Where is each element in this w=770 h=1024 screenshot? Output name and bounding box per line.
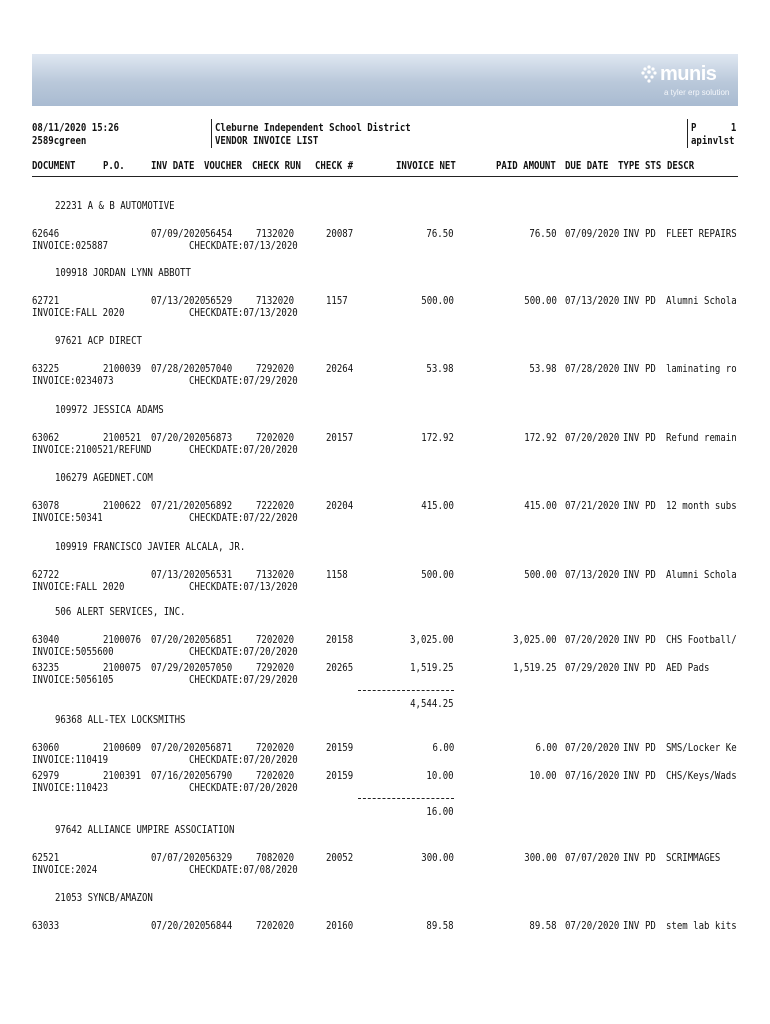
row-checkdate: CHECKDATE:07/20/2020 xyxy=(189,782,298,794)
row-invoice-ref: INVOICE:0234073 xyxy=(32,375,114,387)
header-divider-left xyxy=(211,119,212,148)
row-check-no: 1158 xyxy=(326,569,348,581)
row-due-date: 07/20/2020 xyxy=(565,432,620,444)
row-due-date: 07/21/2020 xyxy=(565,500,620,512)
row-check-no: 20052 xyxy=(326,852,354,864)
vendor-subtotal: 16.00 xyxy=(426,806,454,818)
row-checkdate: CHECKDATE:07/08/2020 xyxy=(189,864,298,876)
row-descr: laminating ro xyxy=(666,363,737,375)
row-type: INV xyxy=(623,920,640,932)
row-invoice-ref: INVOICE:5055600 xyxy=(32,646,114,658)
row-descr: SMS/Locker Ke xyxy=(666,742,737,754)
report-title: VENDOR INVOICE LIST xyxy=(215,135,319,147)
row-check-no: 20265 xyxy=(326,662,354,674)
row-paid-amount: 300.00 xyxy=(524,852,557,864)
row-paid-amount: 76.50 xyxy=(529,228,557,240)
row-document: 62722 xyxy=(32,569,60,581)
row-invoice-ref: INVOICE:110419 xyxy=(32,754,109,766)
row-sts: PD xyxy=(645,770,656,782)
col-due-date: DUE DATE xyxy=(565,160,609,172)
row-checkdate: CHECKDATE:07/29/2020 xyxy=(189,375,298,387)
row-inv-date: 07/20/2020 xyxy=(151,634,206,646)
row-document: 62646 xyxy=(32,228,60,240)
row-check-run: 7202020 xyxy=(256,432,295,444)
row-type: INV xyxy=(623,363,640,375)
row-inv-date: 07/20/2020 xyxy=(151,742,206,754)
row-descr: CHS Football/ xyxy=(666,634,737,646)
row-type: INV xyxy=(623,500,640,512)
page-number: 1 xyxy=(730,122,736,134)
row-due-date: 07/13/2020 xyxy=(565,569,620,581)
row-document: 63040 xyxy=(32,634,60,646)
row-inv-date: 07/20/2020 xyxy=(151,432,206,444)
row-document: 63078 xyxy=(32,500,60,512)
row-voucher: 57050 xyxy=(205,662,233,674)
row-due-date: 07/20/2020 xyxy=(565,920,620,932)
row-checkdate: CHECKDATE:07/22/2020 xyxy=(189,512,298,524)
row-voucher: 56529 xyxy=(205,295,233,307)
col-type: TYPE xyxy=(618,160,640,172)
row-check-no: 20159 xyxy=(326,742,354,754)
row-document: 62979 xyxy=(32,770,60,782)
row-invoice-ref: INVOICE:5056105 xyxy=(32,674,114,686)
row-po: 2100391 xyxy=(103,770,142,782)
report-datetime: 08/11/2020 15:26 xyxy=(32,122,119,134)
row-document: 63033 xyxy=(32,920,60,932)
vendor-name: 97642 ALLIANCE UMPIRE ASSOCIATION xyxy=(55,824,235,836)
row-descr: Refund remain xyxy=(666,432,737,444)
row-check-no: 20264 xyxy=(326,363,354,375)
row-document: 63225 xyxy=(32,363,60,375)
col-sts: STS xyxy=(645,160,662,172)
row-checkdate: CHECKDATE:07/13/2020 xyxy=(189,240,298,252)
row-sts: PD xyxy=(645,852,656,864)
row-paid-amount: 415.00 xyxy=(524,500,557,512)
row-invoice-net: 500.00 xyxy=(421,569,454,581)
row-type: INV xyxy=(623,432,640,444)
row-inv-date: 07/16/2020 xyxy=(151,770,206,782)
vendor-name: 109919 FRANCISCO JAVIER ALCALA, JR. xyxy=(55,541,246,553)
row-invoice-ref: INVOICE:110423 xyxy=(32,782,109,794)
row-type: INV xyxy=(623,228,640,240)
col-voucher: VOUCHER xyxy=(204,160,243,172)
row-invoice-net: 6.00 xyxy=(432,742,454,754)
row-voucher: 56329 xyxy=(205,852,233,864)
row-po: 2100039 xyxy=(103,363,142,375)
row-sts: PD xyxy=(645,228,656,240)
row-check-run: 7202020 xyxy=(256,920,295,932)
report-banner xyxy=(32,54,738,106)
munis-logo-tagline: a tyler erp solution xyxy=(664,88,730,97)
row-checkdate: CHECKDATE:07/20/2020 xyxy=(189,754,298,766)
row-document: 62521 xyxy=(32,852,60,864)
row-checkdate: CHECKDATE:07/29/2020 xyxy=(189,674,298,686)
col-po: P.O. xyxy=(103,160,125,172)
row-check-no: 20157 xyxy=(326,432,354,444)
row-inv-date: 07/29/2020 xyxy=(151,662,206,674)
row-paid-amount: 3,025.00 xyxy=(513,634,557,646)
munis-logo-word: munis xyxy=(660,63,717,85)
row-document: 63235 xyxy=(32,662,60,674)
row-type: INV xyxy=(623,742,640,754)
row-voucher: 56851 xyxy=(205,634,233,646)
vendor-name: 109918 JORDAN LYNN ABBOTT xyxy=(55,267,191,279)
subtotal-rule xyxy=(358,798,454,800)
row-paid-amount: 1,519.25 xyxy=(513,662,557,674)
district-name: Cleburne Independent School District xyxy=(215,122,411,134)
row-document: 62721 xyxy=(32,295,60,307)
row-voucher: 56873 xyxy=(205,432,233,444)
col-descr: DESCR xyxy=(667,160,695,172)
row-paid-amount: 6.00 xyxy=(535,742,557,754)
vendor-name: 506 ALERT SERVICES, INC. xyxy=(55,606,186,618)
row-sts: PD xyxy=(645,500,656,512)
munis-logo xyxy=(634,60,730,102)
row-descr: AED Pads xyxy=(666,662,710,674)
row-due-date: 07/07/2020 xyxy=(565,852,620,864)
subtotal-rule xyxy=(358,690,454,692)
row-check-run: 7132020 xyxy=(256,228,295,240)
header-divider-right xyxy=(687,119,688,148)
vendor-name: 97621 ACP DIRECT xyxy=(55,335,142,347)
row-sts: PD xyxy=(645,634,656,646)
row-voucher: 56871 xyxy=(205,742,233,754)
header-rule xyxy=(32,176,738,177)
row-inv-date: 07/20/2020 xyxy=(151,920,206,932)
row-checkdate: CHECKDATE:07/13/2020 xyxy=(189,307,298,319)
row-paid-amount: 172.92 xyxy=(524,432,557,444)
row-type: INV xyxy=(623,634,640,646)
row-due-date: 07/29/2020 xyxy=(565,662,620,674)
col-check-run: CHECK RUN xyxy=(252,160,301,172)
row-invoice-ref: INVOICE:50341 xyxy=(32,512,103,524)
row-check-run: 7202020 xyxy=(256,634,295,646)
row-due-date: 07/20/2020 xyxy=(565,742,620,754)
row-check-no: 20158 xyxy=(326,634,354,646)
row-due-date: 07/20/2020 xyxy=(565,634,620,646)
row-sts: PD xyxy=(645,432,656,444)
row-descr: 12 month subs xyxy=(666,500,737,512)
report-code: apinvlst xyxy=(691,135,735,147)
row-paid-amount: 53.98 xyxy=(529,363,557,375)
row-due-date: 07/28/2020 xyxy=(565,363,620,375)
col-paid-amount: PAID AMOUNT xyxy=(496,160,556,172)
row-invoice-net: 89.58 xyxy=(426,920,454,932)
row-sts: PD xyxy=(645,920,656,932)
row-invoice-net: 76.50 xyxy=(426,228,454,240)
row-descr: Alumni Schola xyxy=(666,295,737,307)
vendor-subtotal: 4,544.25 xyxy=(410,698,454,710)
row-type: INV xyxy=(623,569,640,581)
col-inv-date: INV DATE xyxy=(151,160,195,172)
row-check-run: 7132020 xyxy=(256,295,295,307)
row-descr: CHS/Keys/Wads xyxy=(666,770,737,782)
col-invoice-net: INVOICE NET xyxy=(396,160,456,172)
row-invoice-ref: INVOICE:FALL 2020 xyxy=(32,307,125,319)
row-check-run: 7222020 xyxy=(256,500,295,512)
row-check-no: 20204 xyxy=(326,500,354,512)
row-check-run: 7202020 xyxy=(256,770,295,782)
munis-logo-icon xyxy=(638,64,660,86)
row-descr: FLEET REPAIRS xyxy=(666,228,737,240)
row-invoice-ref: INVOICE:FALL 2020 xyxy=(32,581,125,593)
row-check-run: 7202020 xyxy=(256,742,295,754)
col-document: DOCUMENT xyxy=(32,160,76,172)
row-voucher: 56844 xyxy=(205,920,233,932)
row-voucher: 56892 xyxy=(205,500,233,512)
row-inv-date: 07/09/2020 xyxy=(151,228,206,240)
row-invoice-net: 1,519.25 xyxy=(410,662,454,674)
row-checkdate: CHECKDATE:07/20/2020 xyxy=(189,646,298,658)
vendor-name: 21053 SYNCB/AMAZON xyxy=(55,892,153,904)
row-invoice-net: 10.00 xyxy=(426,770,454,782)
row-checkdate: CHECKDATE:07/20/2020 xyxy=(189,444,298,456)
row-inv-date: 07/13/2020 xyxy=(151,295,206,307)
row-checkdate: CHECKDATE:07/13/2020 xyxy=(189,581,298,593)
row-voucher: 56454 xyxy=(205,228,233,240)
row-check-run: 7132020 xyxy=(256,569,295,581)
col-check-no: CHECK # xyxy=(315,160,354,172)
row-sts: PD xyxy=(645,295,656,307)
row-invoice-net: 500.00 xyxy=(421,295,454,307)
row-paid-amount: 89.58 xyxy=(529,920,557,932)
row-sts: PD xyxy=(645,742,656,754)
row-check-run: 7292020 xyxy=(256,363,295,375)
row-invoice-net: 415.00 xyxy=(421,500,454,512)
row-check-run: 7292020 xyxy=(256,662,295,674)
row-due-date: 07/13/2020 xyxy=(565,295,620,307)
row-type: INV xyxy=(623,770,640,782)
row-descr: SCRIMMAGES xyxy=(666,852,721,864)
row-paid-amount: 10.00 xyxy=(529,770,557,782)
page-label: P xyxy=(691,122,697,134)
row-descr: stem lab kits xyxy=(666,920,737,932)
row-type: INV xyxy=(623,852,640,864)
row-po: 2100622 xyxy=(103,500,142,512)
row-check-run: 7082020 xyxy=(256,852,295,864)
row-voucher: 56790 xyxy=(205,770,233,782)
row-due-date: 07/09/2020 xyxy=(565,228,620,240)
row-voucher: 56531 xyxy=(205,569,233,581)
row-type: INV xyxy=(623,662,640,674)
vendor-name: 22231 A & B AUTOMOTIVE xyxy=(55,200,175,212)
vendor-name: 109972 JESSICA ADAMS xyxy=(55,404,164,416)
row-inv-date: 07/13/2020 xyxy=(151,569,206,581)
vendor-name: 96368 ALL-TEX LOCKSMITHS xyxy=(55,714,186,726)
report-user: 2589cgreen xyxy=(32,135,87,147)
row-inv-date: 07/07/2020 xyxy=(151,852,206,864)
row-paid-amount: 500.00 xyxy=(524,295,557,307)
row-po: 2100521 xyxy=(103,432,142,444)
row-invoice-ref: INVOICE:025887 xyxy=(32,240,109,252)
row-po: 2100075 xyxy=(103,662,142,674)
row-check-no: 1157 xyxy=(326,295,348,307)
row-inv-date: 07/21/2020 xyxy=(151,500,206,512)
row-descr: Alumni Schola xyxy=(666,569,737,581)
row-inv-date: 07/28/2020 xyxy=(151,363,206,375)
row-invoice-ref: INVOICE:2100521/REFUND xyxy=(32,444,152,456)
row-type: INV xyxy=(623,295,640,307)
row-sts: PD xyxy=(645,363,656,375)
row-po: 2100076 xyxy=(103,634,142,646)
row-voucher: 57040 xyxy=(205,363,233,375)
row-invoice-net: 172.92 xyxy=(421,432,454,444)
row-invoice-net: 53.98 xyxy=(426,363,454,375)
row-invoice-ref: INVOICE:2024 xyxy=(32,864,98,876)
row-check-no: 20159 xyxy=(326,770,354,782)
row-invoice-net: 300.00 xyxy=(421,852,454,864)
row-po: 2100609 xyxy=(103,742,142,754)
row-document: 63060 xyxy=(32,742,60,754)
row-sts: PD xyxy=(645,569,656,581)
row-document: 63062 xyxy=(32,432,60,444)
row-sts: PD xyxy=(645,662,656,674)
row-check-no: 20160 xyxy=(326,920,354,932)
row-check-no: 20087 xyxy=(326,228,354,240)
row-paid-amount: 500.00 xyxy=(524,569,557,581)
row-due-date: 07/16/2020 xyxy=(565,770,620,782)
row-invoice-net: 3,025.00 xyxy=(410,634,454,646)
vendor-name: 106279 AGEDNET.COM xyxy=(55,472,153,484)
